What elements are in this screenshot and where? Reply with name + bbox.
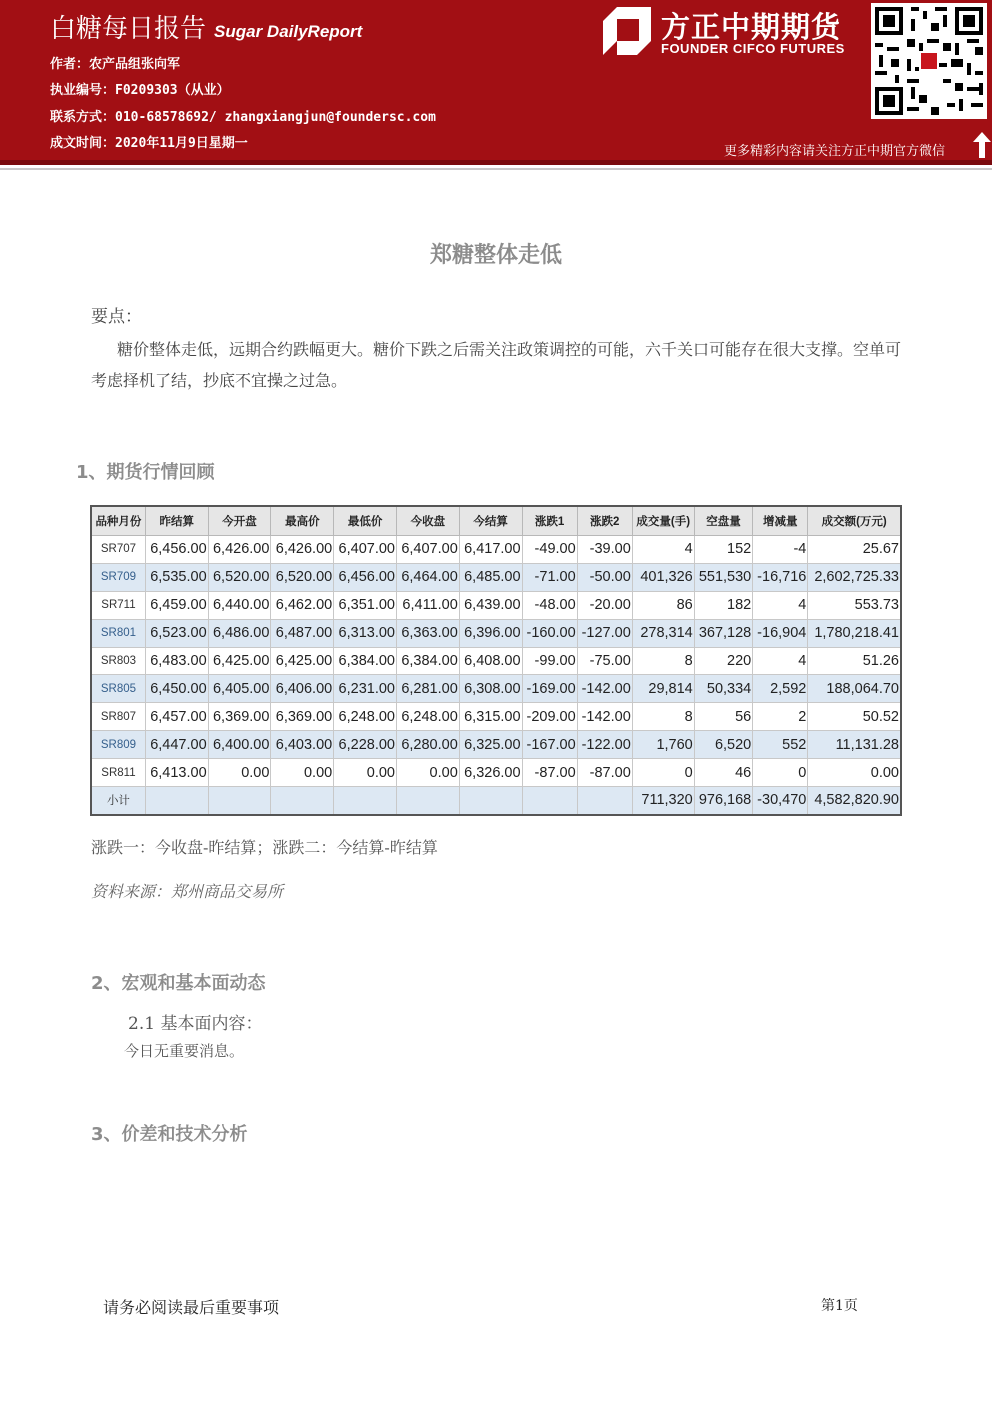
license-line: 执业编号：F0209303（从业）	[50, 83, 230, 98]
table-body	[91, 536, 901, 815]
table-cell: 50,334	[694, 675, 753, 703]
table-cell: 6,248.00	[334, 703, 397, 731]
table-cell: 6,408.00	[459, 647, 522, 675]
table-row	[91, 731, 901, 759]
table-cell: 6,369.00	[208, 703, 271, 731]
table-cell	[271, 787, 334, 815]
table-cell: 6,487.00	[271, 619, 334, 647]
table-cell: 0	[753, 759, 808, 787]
qr-code-icon	[871, 3, 987, 119]
table-cell: 6,351.00	[334, 591, 397, 619]
column-header: 涨跌2	[577, 506, 632, 536]
table-row	[91, 563, 901, 591]
column-header: 昨结算	[145, 506, 208, 536]
table-cell: 6,456.00	[145, 536, 208, 564]
table-cell: 86	[632, 591, 694, 619]
table-cell: 1,780,218.41	[808, 619, 901, 647]
table-cell: 2	[753, 703, 808, 731]
table-cell: 11,131.28	[808, 731, 901, 759]
table-row	[91, 703, 901, 731]
table-cell: -20.00	[577, 591, 632, 619]
table-cell: 51.26	[808, 647, 901, 675]
table-cell: -4	[753, 536, 808, 564]
section-spread-technical: 3、价差和技术分析	[91, 1124, 248, 1145]
keypoints-label: 要点：	[91, 307, 142, 327]
table-cell: 6,417.00	[459, 536, 522, 564]
table-cell: 6,485.00	[459, 563, 522, 591]
table-cell: -71.00	[522, 563, 577, 591]
table-cell: 6,384.00	[334, 647, 397, 675]
column-header: 最低价	[334, 506, 397, 536]
table-cell: 553.73	[808, 591, 901, 619]
report-header	[0, 0, 992, 160]
table-cell: 4,582,820.90	[808, 787, 901, 815]
table-cell: -122.00	[577, 731, 632, 759]
table-cell	[334, 787, 397, 815]
table-cell: 8	[632, 647, 694, 675]
table-cell: 2,602,725.33	[808, 563, 901, 591]
subsection-fundamentals-text: 今日无重要消息。	[124, 1042, 245, 1060]
table-cell: 220	[694, 647, 753, 675]
author-line: 作者：农产品组张向军	[50, 57, 181, 72]
footer-notice: 请务必阅读最后重要事项	[103, 1298, 280, 1317]
subsection-fundamentals: 2.1 基本面内容：	[128, 1014, 263, 1034]
table-cell: 6,520	[694, 731, 753, 759]
table-cell: 1,760	[632, 731, 694, 759]
contract-code-cell: SR707	[91, 536, 145, 564]
license-number: F0209303（从业）	[115, 83, 230, 98]
table-cell: -169.00	[522, 675, 577, 703]
table-cell: 6,425.00	[271, 647, 334, 675]
table-cell: 6,363.00	[397, 619, 460, 647]
table-cell: 976,168	[694, 787, 753, 815]
table-cell: 6,403.00	[271, 731, 334, 759]
contract-code-cell: SR807	[91, 703, 145, 731]
table-cell: 0.00	[334, 759, 397, 787]
logo-mark-icon	[603, 7, 651, 55]
contract-code-cell: SR811	[91, 759, 145, 787]
table-row	[91, 759, 901, 787]
report-title	[50, 8, 362, 45]
table-cell: 6,308.00	[459, 675, 522, 703]
author-name: 农产品组张向军	[89, 57, 181, 72]
table-cell: -87.00	[522, 759, 577, 787]
table-cell: -16,904	[753, 619, 808, 647]
company-logo	[603, 5, 863, 61]
table-cell: 6,231.00	[334, 675, 397, 703]
table-cell: 50.52	[808, 703, 901, 731]
column-header: 增减量	[753, 506, 808, 536]
table-cell: 6,325.00	[459, 731, 522, 759]
table-cell: 6,281.00	[397, 675, 460, 703]
section-macro-fundamentals: 2、宏观和基本面动态	[91, 973, 266, 994]
table-cell: 6,411.00	[397, 591, 460, 619]
column-header: 今结算	[459, 506, 522, 536]
table-cell: 182	[694, 591, 753, 619]
contract-code-cell: SR801	[91, 619, 145, 647]
document-title: 郑糖整体走低	[429, 243, 562, 268]
table-cell: 278,314	[632, 619, 694, 647]
table-cell: 6,326.00	[459, 759, 522, 787]
table-cell: -30,470	[753, 787, 808, 815]
table-cell: -87.00	[577, 759, 632, 787]
date-line: 成文时间：2020年11月9日星期一	[50, 136, 248, 151]
table-cell: -127.00	[577, 619, 632, 647]
table-cell: 0	[632, 759, 694, 787]
report-subtitle: Sugar DailyReport	[214, 22, 363, 41]
table-cell: -142.00	[577, 675, 632, 703]
table-cell: 6,405.00	[208, 675, 271, 703]
table-cell: 6,459.00	[145, 591, 208, 619]
column-header: 空盘量	[694, 506, 753, 536]
table-note: 涨跌一：今收盘-昨结算；涨跌二：今结算-昨结算	[91, 838, 438, 857]
report-date: 2020年11月9日星期一	[115, 136, 248, 151]
contract-code-cell: SR803	[91, 647, 145, 675]
table-cell: 25.67	[808, 536, 901, 564]
table-total-row	[91, 787, 901, 815]
column-header: 品种月份	[91, 506, 145, 536]
table-cell: 29,814	[632, 675, 694, 703]
table-cell: 6,523.00	[145, 619, 208, 647]
contract-code-cell: 小计	[91, 787, 145, 815]
contact-info: 010-68578692/ zhangxiangjun@foundersc.com	[115, 110, 436, 125]
logo-english-name: FOUNDER CIFCO FUTURES	[661, 41, 845, 56]
arrow-up-icon	[973, 132, 991, 158]
table-cell: 6,400.00	[208, 731, 271, 759]
table-cell: 0.00	[271, 759, 334, 787]
table-cell: 6,406.00	[271, 675, 334, 703]
table-cell: 6,369.00	[271, 703, 334, 731]
table-cell: 6,535.00	[145, 563, 208, 591]
table-row	[91, 675, 901, 703]
table-row	[91, 647, 901, 675]
table-header-row	[91, 506, 901, 536]
table-cell: -209.00	[522, 703, 577, 731]
table-cell	[459, 787, 522, 815]
table-cell: 6,384.00	[397, 647, 460, 675]
table-cell	[577, 787, 632, 815]
table-cell: 6,462.00	[271, 591, 334, 619]
table-cell: 6,407.00	[334, 536, 397, 564]
header-divider-light	[0, 168, 992, 170]
table-cell: -160.00	[522, 619, 577, 647]
table-cell	[145, 787, 208, 815]
table-cell: -50.00	[577, 563, 632, 591]
table-cell: 6,440.00	[208, 591, 271, 619]
table-cell	[397, 787, 460, 815]
table-cell: 4	[632, 536, 694, 564]
table-cell: 4	[753, 647, 808, 675]
table-cell: 6,407.00	[397, 536, 460, 564]
table-cell	[522, 787, 577, 815]
table-cell: 6,426.00	[208, 536, 271, 564]
table-cell: 6,483.00	[145, 647, 208, 675]
column-header: 今开盘	[208, 506, 271, 536]
contract-code-cell: SR711	[91, 591, 145, 619]
table-cell: 6,425.00	[208, 647, 271, 675]
table-cell: 152	[694, 536, 753, 564]
table-cell: -39.00	[577, 536, 632, 564]
contact-line: 联系方式：010-68578692/ zhangxiangjun@foundersc.com	[50, 110, 436, 125]
table-cell: 6,396.00	[459, 619, 522, 647]
table-cell: 6,315.00	[459, 703, 522, 731]
table-cell: 551,530	[694, 563, 753, 591]
contract-code-cell: SR809	[91, 731, 145, 759]
table-cell: 401,326	[632, 563, 694, 591]
table-cell: -167.00	[522, 731, 577, 759]
report-title-cn: 白糖每日报告	[50, 14, 207, 44]
table-cell: 56	[694, 703, 753, 731]
table-cell: -49.00	[522, 536, 577, 564]
section-futures-review: 1、期货行情回顾	[76, 462, 215, 483]
table-cell: -16,716	[753, 563, 808, 591]
table-cell: 4	[753, 591, 808, 619]
futures-quote-table	[90, 505, 902, 816]
column-header: 最高价	[271, 506, 334, 536]
table-cell: 6,520.00	[208, 563, 271, 591]
table-cell: 6,413.00	[145, 759, 208, 787]
table-cell: 0.00	[208, 759, 271, 787]
table-cell	[208, 787, 271, 815]
table-cell: 711,320	[632, 787, 694, 815]
column-header: 涨跌1	[522, 506, 577, 536]
table-cell: 6,248.00	[397, 703, 460, 731]
table-cell: 188,064.70	[808, 675, 901, 703]
table-cell: 6,464.00	[397, 563, 460, 591]
column-header: 今收盘	[397, 506, 460, 536]
table-cell: 46	[694, 759, 753, 787]
logo-chinese-name: 方正中期期货	[661, 10, 842, 44]
contract-code-cell: SR709	[91, 563, 145, 591]
table-cell: -99.00	[522, 647, 577, 675]
table-cell: 6,456.00	[334, 563, 397, 591]
page-number: 第1页	[821, 1298, 858, 1314]
table-cell: -48.00	[522, 591, 577, 619]
wechat-follow-note: 更多精彩内容请关注方正中期官方微信	[724, 144, 946, 159]
table-cell: -75.00	[577, 647, 632, 675]
qr-code-graphic	[871, 3, 987, 119]
table-cell: 6,457.00	[145, 703, 208, 731]
table-cell: 552	[753, 731, 808, 759]
table-cell: 6,450.00	[145, 675, 208, 703]
table-cell: 6,426.00	[271, 536, 334, 564]
table-cell: 8	[632, 703, 694, 731]
table-cell: -142.00	[577, 703, 632, 731]
contract-code-cell: SR805	[91, 675, 145, 703]
table-row	[91, 591, 901, 619]
table-cell: 0.00	[808, 759, 901, 787]
table-cell: 6,313.00	[334, 619, 397, 647]
column-header: 成交额(万元)	[808, 506, 901, 536]
table-row	[91, 536, 901, 564]
table-cell: 6,228.00	[334, 731, 397, 759]
keypoints-text: 糖价整体走低，远期合约跌幅更大。糖价下跌之后需关注政策调控的可能，六千关口可能存在很大支撑。空单可考虑择机了结，抄底不宜操之过急。	[91, 340, 902, 390]
data-source: 资料来源：郑州商品交易所	[91, 882, 284, 901]
table-cell: 6,447.00	[145, 731, 208, 759]
header-divider	[0, 160, 992, 165]
table-cell: 6,520.00	[271, 563, 334, 591]
column-header: 成交量(手)	[632, 506, 694, 536]
table-cell: 0.00	[397, 759, 460, 787]
table-cell: 6,439.00	[459, 591, 522, 619]
table-cell: 367,128	[694, 619, 753, 647]
table-cell: 6,486.00	[208, 619, 271, 647]
table-row	[91, 619, 901, 647]
table-cell: 2,592	[753, 675, 808, 703]
table-cell: 6,280.00	[397, 731, 460, 759]
